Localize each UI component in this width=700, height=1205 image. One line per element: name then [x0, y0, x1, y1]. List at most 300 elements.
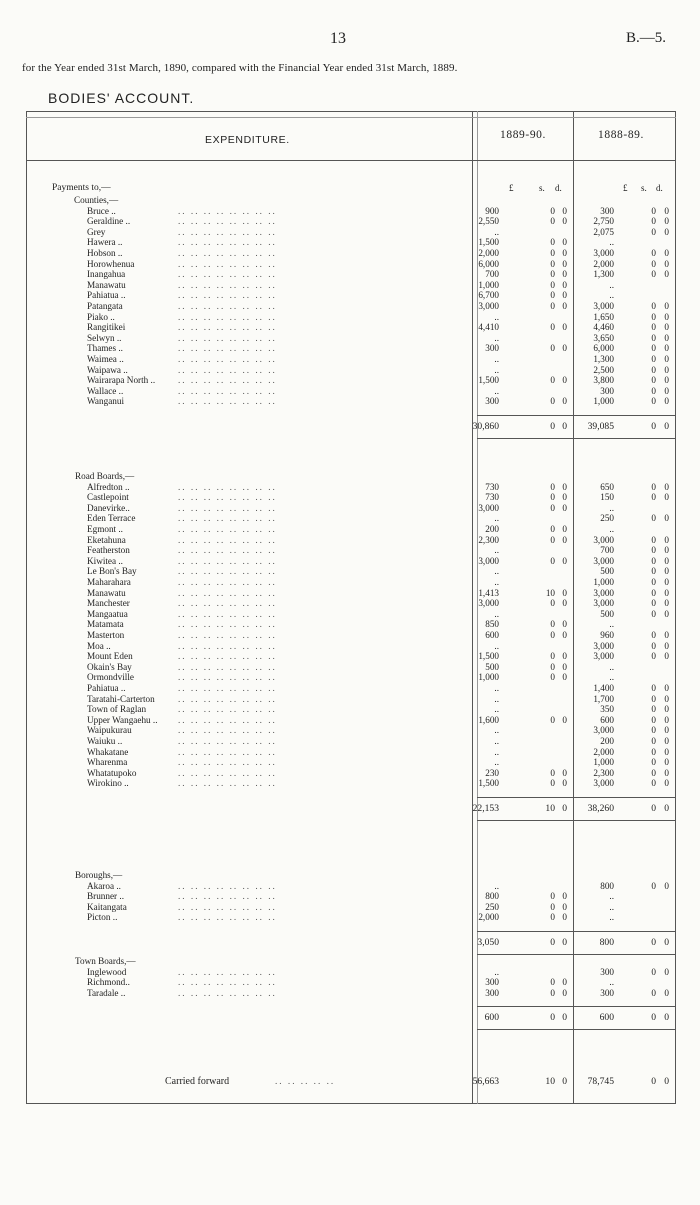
- table-row: [0, 259, 700, 270]
- amount-shillings-1889: 0: [651, 736, 656, 746]
- table-row: [0, 598, 700, 609]
- amount-pence-1889: 0: [664, 693, 669, 704]
- amount-pounds-1890: ..: [494, 683, 499, 693]
- amount-shillings-1890: 0: [550, 290, 555, 301]
- amount-pence-1889: 0: [664, 987, 669, 998]
- row-name: Wirokino ..: [87, 778, 129, 789]
- amount-shillings-1890: 0: [550, 343, 555, 354]
- amount-shillings-1889: 0: [651, 725, 656, 736]
- row-name: Pahiatua ..: [87, 683, 126, 693]
- amount-shillings-1889: 0: [651, 987, 656, 998]
- amount-shillings-1889: 0: [651, 258, 656, 269]
- row-name: Manchester: [87, 598, 130, 609]
- amount-shillings-1890: 0: [550, 651, 555, 662]
- amount-pence-1889: 0: [664, 757, 669, 768]
- amount-pounds-1890: ..: [494, 311, 499, 322]
- amount-shillings-1890: 0: [550, 269, 555, 280]
- amount-shillings-1889: 0: [651, 322, 656, 333]
- amount-pounds-1889: 960: [600, 630, 614, 640]
- table-row: [0, 312, 700, 323]
- row-name: Manawatu: [87, 587, 126, 598]
- amount-pounds-1889: 300: [600, 385, 614, 396]
- table-row: [0, 365, 700, 376]
- leader-dots: .. .. .. .. .. .. .. ..: [178, 640, 277, 651]
- table-row: [0, 216, 700, 227]
- amount-pence-1889: 0: [664, 767, 669, 778]
- table-row: [0, 280, 700, 291]
- table-row: [0, 977, 700, 988]
- table-row: [0, 912, 700, 923]
- subtotal-rule-bottom: [477, 820, 676, 821]
- row-name: Whakatane: [87, 746, 129, 757]
- amount-pence-1889: 0: [664, 1012, 669, 1024]
- section-heading-label: Boroughs,—: [75, 870, 123, 880]
- leader-dots: .. .. .. .. .. .. .. ..: [178, 891, 277, 902]
- amount-pounds-1889: 2,075: [593, 226, 614, 237]
- row-name: Waimea ..: [87, 354, 124, 364]
- amount-pounds-1889: 2,000: [593, 746, 614, 757]
- amount-shillings-1889: 0: [651, 364, 656, 375]
- table-row: [0, 535, 700, 546]
- amount-pounds-1889: ..: [609, 237, 614, 248]
- amount-pounds-1890: 850: [485, 619, 499, 630]
- amount-pounds-1890: 600: [485, 630, 499, 640]
- amount-pence-1889: 0: [664, 311, 669, 322]
- row-name: Egmont ..: [87, 524, 123, 534]
- amount-shillings-1890: 0: [550, 1012, 555, 1024]
- amount-pence-1889: 0: [664, 640, 669, 651]
- amount-shillings-1890: 0: [550, 977, 555, 988]
- section-heading: [0, 471, 700, 482]
- table-row: [0, 396, 700, 407]
- amount-shillings-1889: 0: [651, 375, 656, 386]
- amount-pounds-1890: 1,413: [478, 587, 499, 598]
- row-name: Rangitikei: [87, 322, 126, 333]
- leader-dots: .. .. .. .. .. .. .. ..: [178, 279, 277, 290]
- amount-shillings-1889: 0: [651, 577, 656, 587]
- amount-shillings-1890: 0: [550, 205, 555, 216]
- leader-dots: .. .. .. .. .. .. .. ..: [178, 237, 277, 248]
- amount-shillings-1889: 0: [651, 396, 656, 407]
- amount-pence-1889: 0: [664, 725, 669, 736]
- amount-pounds-1889: ..: [609, 290, 614, 301]
- leader-dots: .. .. .. .. .. .. .. ..: [178, 587, 277, 598]
- amount-shillings-1889: 0: [651, 354, 656, 364]
- row-name: Wallace ..: [87, 385, 124, 396]
- row-name: Taratahi-Carterton: [87, 693, 155, 704]
- amount-pounds-1889: 3,650: [593, 332, 614, 343]
- pounds-unit-1890: £: [509, 183, 514, 193]
- amount-shillings-1889: 0: [651, 587, 656, 598]
- row-name: Okain's Bay: [87, 661, 132, 672]
- amount-pounds-1890: ..: [494, 704, 499, 715]
- leader-dots: .. .. .. .. ..: [275, 1076, 336, 1086]
- section-heading: [0, 956, 700, 967]
- amount-shillings-1890: 0: [550, 555, 555, 566]
- amount-pence-1890: 0: [562, 502, 567, 513]
- amount-pounds-1889: 600: [600, 714, 614, 725]
- table-row: [0, 227, 700, 238]
- amount-shillings-1890: 0: [550, 492, 555, 503]
- row-name: Hobson ..: [87, 248, 123, 258]
- amount-shillings-1889: 0: [651, 385, 656, 396]
- amount-pounds-1890: 3,050: [477, 937, 499, 948]
- leader-dots: .. .. .. .. .. .. .. ..: [178, 555, 277, 566]
- row-name: Kaitangata: [87, 901, 127, 912]
- amount-pence-1890: 0: [562, 912, 567, 923]
- amount-pounds-1889: 3,000: [593, 651, 614, 662]
- amount-pence-1890: 0: [562, 269, 567, 280]
- amount-pence-1889: 0: [664, 651, 669, 662]
- row-name: Selwyn ..: [87, 332, 122, 343]
- leader-dots: .. .. .. .. .. .. .. ..: [178, 216, 277, 227]
- amount-pence-1890: 0: [562, 205, 567, 216]
- table-row: [0, 768, 700, 779]
- amount-pence-1889: 0: [664, 587, 669, 598]
- amount-shillings-1889: 0: [651, 757, 656, 768]
- table-row: [0, 545, 700, 556]
- amount-pence-1890: 0: [562, 421, 567, 432]
- leader-dots: .. .. .. .. .. .. .. ..: [178, 248, 277, 258]
- amount-shillings-1889: 0: [651, 746, 656, 757]
- amount-pence-1890: 0: [562, 481, 567, 492]
- row-name: Le Bon's Bay: [87, 566, 137, 577]
- amount-pounds-1889: 1,400: [593, 683, 614, 693]
- amount-pounds-1890: 300: [485, 343, 499, 354]
- amount-pounds-1889: 150: [600, 492, 614, 503]
- amount-pounds-1890: ..: [494, 693, 499, 704]
- amount-pounds-1890: 1,600: [478, 714, 499, 725]
- amount-pounds-1889: 500: [600, 566, 614, 577]
- amount-pence-1890: 0: [562, 977, 567, 988]
- amount-pence-1889: 0: [664, 746, 669, 757]
- section-heading-label: Counties,—: [74, 195, 119, 205]
- amount-shillings-1889: 0: [651, 566, 656, 577]
- amount-pounds-1889: 1,700: [593, 693, 614, 704]
- row-name: Castlepoint: [87, 492, 129, 503]
- amount-pence-1890: 0: [562, 290, 567, 301]
- amount-pounds-1890: 30,860: [472, 421, 499, 432]
- leader-dots: .. .. .. .. .. .. .. ..: [178, 778, 277, 789]
- amount-pounds-1889: 39,085: [587, 421, 614, 432]
- row-name: Kiwitea ..: [87, 555, 123, 566]
- amount-shillings-1889: 0: [651, 1012, 656, 1024]
- amount-shillings-1890: 10: [545, 803, 555, 814]
- amount-shillings-1889: 0: [651, 880, 656, 891]
- amount-pounds-1889: 3,000: [593, 598, 614, 609]
- leader-dots: .. .. .. .. .. .. .. ..: [178, 481, 277, 492]
- table-row: [0, 513, 700, 524]
- table-row: [0, 672, 700, 683]
- table-row: [0, 704, 700, 715]
- leader-dots: .. .. .. .. .. .. .. ..: [178, 492, 277, 503]
- amount-pence-1889: 0: [664, 598, 669, 609]
- amount-shillings-1889: 0: [651, 937, 656, 948]
- amount-shillings-1889: 0: [651, 683, 656, 693]
- amount-pounds-1889: 3,000: [593, 248, 614, 258]
- leader-dots: .. .. .. .. .. .. .. ..: [178, 736, 277, 746]
- amount-pounds-1890: ..: [494, 364, 499, 375]
- pence-unit-1889: d.: [656, 183, 663, 193]
- row-name: Inangahua: [87, 269, 126, 280]
- leader-dots: .. .. .. .. .. .. .. ..: [178, 258, 277, 269]
- amount-shillings-1889: 0: [651, 216, 656, 227]
- leader-dots: .. .. .. .. .. .. .. ..: [178, 704, 277, 715]
- amount-pounds-1889: 3,000: [593, 587, 614, 598]
- amount-pounds-1890: 1,500: [478, 375, 499, 386]
- amount-shillings-1890: 0: [550, 279, 555, 290]
- amount-pounds-1890: 2,000: [478, 248, 499, 258]
- leader-dots: .. .. .. .. .. .. .. ..: [178, 375, 277, 386]
- amount-pence-1890: 0: [562, 492, 567, 503]
- table-row: [0, 747, 700, 758]
- amount-pounds-1889: 2,500: [593, 364, 614, 375]
- amount-pounds-1889: 300: [600, 987, 614, 998]
- amount-pence-1889: 0: [664, 778, 669, 789]
- amount-shillings-1890: 0: [550, 661, 555, 672]
- amount-pence-1890: 0: [562, 778, 567, 789]
- table-row: [0, 609, 700, 620]
- amount-pounds-1889: 700: [600, 545, 614, 556]
- amount-shillings-1889: 0: [651, 343, 656, 354]
- amount-pounds-1890: 56,663: [472, 1076, 499, 1087]
- leader-dots: .. .. .. .. .. .. .. ..: [178, 205, 277, 216]
- amount-pounds-1889: 200: [600, 736, 614, 746]
- amount-pounds-1889: 38,260: [587, 803, 614, 814]
- amount-pence-1890: 0: [562, 555, 567, 566]
- row-name: Danevirke..: [87, 502, 130, 513]
- amount-pence-1889: 0: [664, 226, 669, 237]
- amount-shillings-1889: 0: [651, 481, 656, 492]
- amount-pounds-1889: 1,000: [593, 757, 614, 768]
- amount-pence-1889: 0: [664, 322, 669, 333]
- pounds-unit-1889: £: [623, 183, 628, 193]
- leader-dots: .. .. .. .. .. .. .. ..: [178, 714, 277, 725]
- amount-pounds-1889: 3,800: [593, 375, 614, 386]
- amount-pounds-1889: ..: [609, 912, 614, 923]
- expenditure-heading: EXPENDITURE.: [205, 134, 290, 146]
- table-row: [0, 988, 700, 999]
- amount-pounds-1889: 1,300: [593, 269, 614, 280]
- leader-dots: .. .. .. .. .. .. .. ..: [178, 502, 277, 513]
- section-total-row: [0, 803, 700, 814]
- amount-shillings-1890: 0: [550, 502, 555, 513]
- amount-pence-1890: 0: [562, 767, 567, 778]
- amount-pence-1890: 0: [562, 301, 567, 311]
- amount-shillings-1890: 0: [550, 987, 555, 998]
- amount-pence-1890: 0: [562, 237, 567, 248]
- amount-pounds-1890: ..: [494, 640, 499, 651]
- row-name: Matamata: [87, 619, 124, 630]
- amount-pence-1890: 0: [562, 661, 567, 672]
- document-reference: B.—5.: [625, 30, 666, 46]
- amount-pounds-1889: 250: [600, 513, 614, 524]
- row-name: Moa ..: [87, 640, 111, 651]
- subtotal-rule: [477, 931, 676, 932]
- row-name: Masterton: [87, 630, 125, 640]
- amount-pounds-1890: 6,000: [478, 258, 499, 269]
- amount-pounds-1890: 1,000: [478, 279, 499, 290]
- amount-shillings-1890: 0: [550, 912, 555, 923]
- amount-shillings-1889: 0: [651, 651, 656, 662]
- amount-pence-1889: 0: [664, 803, 669, 814]
- amount-pounds-1889: 4,460: [593, 322, 614, 333]
- subtotal-rule-bottom: [477, 1029, 676, 1030]
- leader-dots: .. .. .. .. .. .. .. ..: [178, 545, 277, 556]
- row-name: Waipukurau: [87, 725, 132, 736]
- row-name: Ormondville: [87, 672, 134, 683]
- amount-shillings-1890: 0: [550, 396, 555, 407]
- amount-pounds-1889: 3,000: [593, 640, 614, 651]
- amount-shillings-1889: 0: [651, 301, 656, 311]
- amount-pounds-1889: ..: [609, 977, 614, 988]
- amount-pence-1890: 0: [562, 937, 567, 948]
- amount-pounds-1890: 730: [485, 492, 499, 503]
- leader-dots: .. .. .. .. .. .. .. ..: [178, 977, 277, 988]
- amount-pence-1890: 0: [562, 619, 567, 630]
- leader-dots: .. .. .. .. .. .. .. ..: [178, 746, 277, 757]
- amount-pounds-1890: 730: [485, 481, 499, 492]
- amount-shillings-1889: 0: [651, 492, 656, 503]
- amount-pence-1889: 0: [664, 205, 669, 216]
- amount-pounds-1890: ..: [494, 725, 499, 736]
- row-name: Waipawa ..: [87, 364, 128, 375]
- amount-pence-1889: 0: [664, 343, 669, 354]
- amount-pounds-1890: 22,153: [472, 803, 499, 814]
- table-row: [0, 556, 700, 567]
- table-row: [0, 492, 700, 503]
- amount-pence-1889: 0: [664, 385, 669, 396]
- amount-pounds-1889: ..: [609, 661, 614, 672]
- table-row: [0, 354, 700, 365]
- amount-pence-1890: 0: [562, 651, 567, 662]
- amount-pounds-1890: 300: [485, 987, 499, 998]
- shillings-unit-1889: s.: [641, 183, 647, 193]
- row-name: Wairarapa North ..: [87, 375, 156, 386]
- table-row: [0, 343, 700, 354]
- amount-shillings-1889: 0: [651, 311, 656, 322]
- section-total-row: [0, 421, 700, 432]
- amount-pounds-1889: 300: [600, 966, 614, 977]
- table-row: [0, 967, 700, 978]
- amount-shillings-1890: 10: [545, 587, 555, 598]
- amount-pounds-1889: 650: [600, 481, 614, 492]
- amount-pence-1890: 0: [562, 901, 567, 912]
- amount-pence-1889: 0: [664, 577, 669, 587]
- shillings-unit-1890: s.: [539, 183, 545, 193]
- amount-shillings-1890: 0: [550, 619, 555, 630]
- table-row: [0, 641, 700, 652]
- amount-shillings-1889: 0: [651, 248, 656, 258]
- row-name: Thames ..: [87, 343, 123, 354]
- amount-pounds-1889: 1,650: [593, 311, 614, 322]
- amount-pence-1889: 0: [664, 364, 669, 375]
- amount-pounds-1890: ..: [494, 545, 499, 556]
- row-name: Upper Wangaehu ..: [87, 714, 158, 725]
- leader-dots: .. .. .. .. .. .. .. ..: [178, 767, 277, 778]
- table-row: [0, 566, 700, 577]
- leader-dots: .. .. .. .. .. .. .. ..: [178, 322, 277, 333]
- amount-pence-1890: 0: [562, 672, 567, 683]
- carried-forward-row: [0, 1076, 700, 1087]
- amount-pounds-1890: 700: [485, 269, 499, 280]
- amount-shillings-1890: 10: [545, 1076, 555, 1087]
- amount-pounds-1890: ..: [494, 757, 499, 768]
- table-row: [0, 503, 700, 514]
- row-name: Mangaatua: [87, 608, 128, 619]
- amount-shillings-1889: 0: [651, 704, 656, 715]
- row-name: Horowhenua: [87, 258, 135, 269]
- amount-pounds-1890: 3,000: [478, 301, 499, 311]
- amount-pence-1889: 0: [664, 354, 669, 364]
- amount-shillings-1889: 0: [651, 966, 656, 977]
- amount-shillings-1890: 0: [550, 937, 555, 948]
- amount-pence-1889: 0: [664, 608, 669, 619]
- row-name: Bruce ..: [87, 205, 116, 216]
- table-row: [0, 881, 700, 892]
- leader-dots: .. .. .. .. .. .. .. ..: [178, 513, 277, 524]
- amount-pounds-1890: 1,500: [478, 651, 499, 662]
- row-name: Richmond..: [87, 977, 130, 988]
- amount-shillings-1889: 0: [651, 803, 656, 814]
- leader-dots: .. .. .. .. .. .. .. ..: [178, 912, 277, 923]
- amount-pounds-1889: 800: [600, 880, 614, 891]
- table-row: [0, 902, 700, 913]
- subtotal-rule: [477, 797, 676, 798]
- amount-pounds-1889: 6,000: [593, 343, 614, 354]
- table-row: [0, 736, 700, 747]
- leader-dots: .. .. .. .. .. .. .. ..: [178, 598, 277, 609]
- amount-shillings-1889: 0: [651, 545, 656, 556]
- period-caption: for the Year ended 31st March, 1890, compared with the Financial Year ended 31st March, 1889.: [22, 62, 458, 74]
- row-name: Patangata: [87, 301, 123, 311]
- amount-pounds-1890: 1,500: [478, 778, 499, 789]
- amount-pounds-1890: 2,300: [478, 534, 499, 545]
- amount-pence-1890: 0: [562, 630, 567, 640]
- row-name: Maharahara: [87, 577, 131, 587]
- amount-pounds-1890: 500: [485, 661, 499, 672]
- table-row: [0, 630, 700, 641]
- leader-dots: .. .. .. .. .. .. .. ..: [178, 301, 277, 311]
- payments-heading: Payments to,—: [52, 183, 111, 193]
- amount-pounds-1890: 230: [485, 767, 499, 778]
- section-total-row: [0, 1012, 700, 1023]
- amount-pounds-1889: 2,750: [593, 216, 614, 227]
- leader-dots: .. .. .. .. .. .. .. ..: [178, 396, 277, 407]
- amount-pence-1889: 0: [664, 332, 669, 343]
- amount-pence-1889: 0: [664, 248, 669, 258]
- table-row: [0, 322, 700, 333]
- leader-dots: .. .. .. .. .. .. .. ..: [178, 577, 277, 587]
- leader-dots: .. .. .. .. .. .. .. ..: [178, 385, 277, 396]
- amount-shillings-1889: 0: [651, 630, 656, 640]
- table-row: [0, 269, 700, 280]
- amount-pence-1889: 0: [664, 421, 669, 432]
- row-name: Geraldine ..: [87, 216, 131, 227]
- leader-dots: .. .. .. .. .. .. .. ..: [178, 226, 277, 237]
- amount-pounds-1890: 1,500: [478, 237, 499, 248]
- amount-pounds-1890: 900: [485, 205, 499, 216]
- amount-shillings-1890: 0: [550, 322, 555, 333]
- leader-dots: .. .. .. .. .. .. .. ..: [178, 354, 277, 364]
- amount-pence-1890: 0: [562, 279, 567, 290]
- row-name: Inglewood: [87, 966, 127, 977]
- amount-pence-1889: 0: [664, 566, 669, 577]
- amount-pence-1890: 0: [562, 343, 567, 354]
- amount-pence-1889: 0: [664, 216, 669, 227]
- section-total-row: [0, 937, 700, 948]
- table-row: [0, 524, 700, 535]
